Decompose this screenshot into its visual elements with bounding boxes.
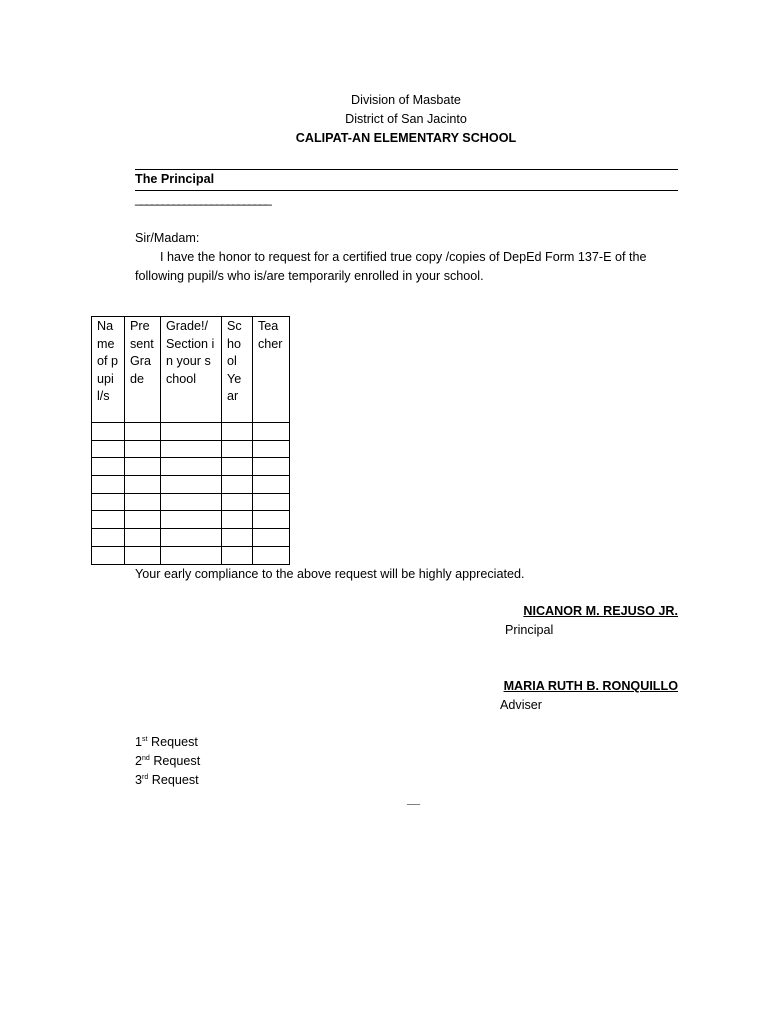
footer-mark: __	[407, 792, 420, 806]
table-cell	[253, 511, 290, 529]
table-cell	[161, 546, 222, 564]
principal-name: NICANOR M. REJUSO JR.	[523, 604, 678, 618]
table-cell	[125, 529, 161, 547]
request-2: 2nd Request	[135, 754, 201, 768]
table-cell	[253, 493, 290, 511]
letter-body-line-2: following pupil/s who is/are temporarily enrolled in your school.	[135, 269, 484, 283]
pupils-table	[91, 316, 290, 565]
table-row	[92, 511, 290, 529]
column-header-grade-section: Grade!/ Section in your school	[161, 317, 222, 423]
adviser-name: MARIA RUTH B. RONQUILLO	[503, 679, 678, 693]
table-cell	[253, 476, 290, 494]
table-cell	[161, 511, 222, 529]
principal-title: Principal	[505, 623, 554, 637]
table-cell	[222, 546, 253, 564]
table-row	[92, 440, 290, 458]
table-row	[92, 529, 290, 547]
table-cell	[161, 476, 222, 494]
table-cell	[222, 423, 253, 441]
table-cell	[222, 440, 253, 458]
header-rule-bottom	[135, 190, 678, 191]
table-cell	[125, 458, 161, 476]
recipient-blank-line: _________________________	[135, 192, 271, 206]
table-cell	[222, 493, 253, 511]
column-header-school-year: School Year	[222, 317, 253, 423]
column-header-present-grade: Present Grade	[125, 317, 161, 423]
table-cell	[92, 458, 125, 476]
table-header-row	[92, 317, 290, 423]
table-cell	[125, 511, 161, 529]
header-rule-top	[135, 169, 678, 170]
table-cell	[222, 458, 253, 476]
adviser-title: Adviser	[500, 698, 542, 712]
table-cell	[125, 440, 161, 458]
table-cell	[92, 529, 125, 547]
table-cell	[222, 511, 253, 529]
column-header-teacher: Teacher	[253, 317, 290, 423]
table-cell	[125, 493, 161, 511]
table-row	[92, 476, 290, 494]
request-3: 3rd Request	[135, 773, 199, 787]
table-row	[92, 423, 290, 441]
table-cell	[253, 440, 290, 458]
recipient-title: The Principal	[135, 172, 215, 186]
table-cell	[92, 546, 125, 564]
table-row	[92, 546, 290, 564]
table-cell	[253, 546, 290, 564]
table-row	[92, 458, 290, 476]
table-cell	[92, 440, 125, 458]
table-cell	[222, 529, 253, 547]
letter-body-line-1: I have the honor to request for a certified true copy /copies of DepEd Form 137-E of the	[160, 250, 647, 264]
table-cell	[222, 476, 253, 494]
closing-line: Your early compliance to the above request will be highly appreciated.	[135, 567, 525, 581]
table-cell	[125, 423, 161, 441]
request-1: 1st Request	[135, 735, 198, 749]
table-cell	[253, 529, 290, 547]
table-cell	[92, 493, 125, 511]
column-header-pupil-name: Name of pupil/s	[92, 317, 125, 423]
district-line: District of San Jacinto	[345, 112, 467, 126]
table-cell	[161, 440, 222, 458]
table-cell	[125, 476, 161, 494]
table-cell	[92, 423, 125, 441]
table-cell	[92, 476, 125, 494]
table-cell	[253, 458, 290, 476]
table-cell	[161, 529, 222, 547]
division-line: Division of Masbate	[351, 93, 461, 107]
table-cell	[253, 423, 290, 441]
table-cell	[161, 423, 222, 441]
table-cell	[161, 493, 222, 511]
salutation: Sir/Madam:	[135, 231, 200, 245]
table-row	[92, 493, 290, 511]
table-cell	[161, 458, 222, 476]
table-body	[92, 423, 290, 565]
table-cell	[125, 546, 161, 564]
school-name: CALIPAT-AN ELEMENTARY SCHOOL	[295, 131, 517, 145]
table-cell	[92, 511, 125, 529]
